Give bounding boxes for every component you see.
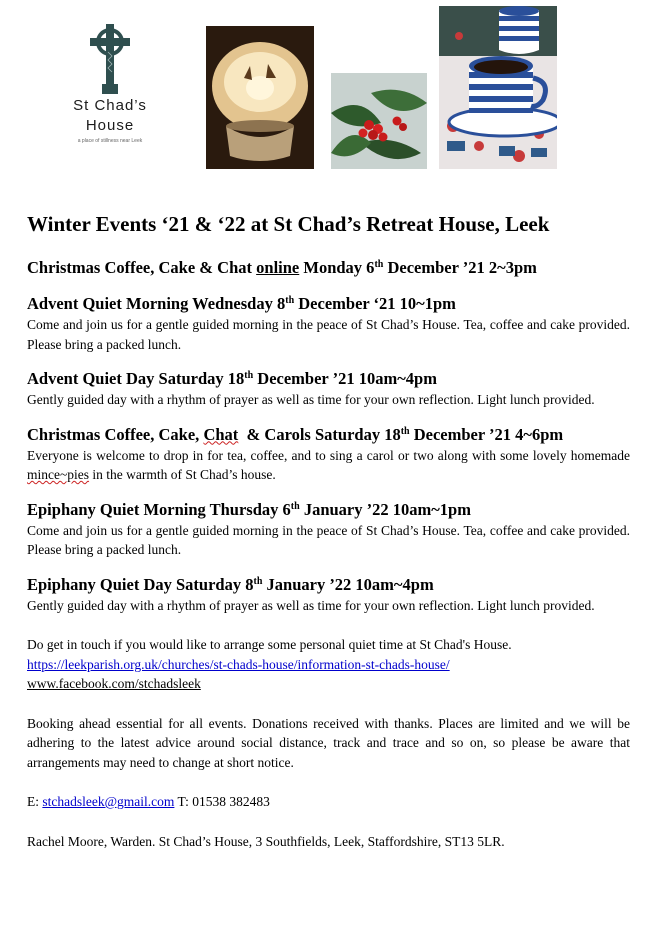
logo-tagline: a place of stillness near Leek [77,138,143,144]
event-christmas-carols [27,424,630,485]
flyer-content [27,210,630,851]
event-description: Come and join us for a gentle guided morning in the peace of St Chad’s House. Tea, coffee and cake provided. Please bring a packed lunch. [27,522,630,557]
event-advent-quiet-day [27,368,630,410]
email-link[interactable]: stchadsleek@gmail.com [42,794,175,809]
booking-text: Booking ahead essential for all events. Donations received with thanks. Places are limited and we will be adhering to the latest advice around social distance, track and trace and so on, so please be aware that arrangements may need to change at short notice. [27,715,630,770]
logo-line1: St Chad’s [73,97,147,114]
logo-line2: House [85,117,135,134]
event-christmas-coffee-online [27,257,630,279]
coffee-mug-photo [439,6,557,169]
page-title: Winter Events ‘21 & ‘22 at St Chad’s Retreat House, Leek [27,212,550,236]
event-epiphany-quiet-morning [27,499,630,560]
event-epiphany-quiet-day [27,574,630,616]
phone-text: T: 01538 382483 [174,794,270,809]
facebook-link[interactable]: www.facebook.com/stchadsleek [27,676,201,691]
event-description: Everyone is welcome to drop in for tea, coffee, and to sing a carol or two along with some lovely homemade mince~pies in the warmth of St Chad’s house. [27,447,630,482]
booking-section [27,714,630,773]
contact-intro: Do get in touch if you would like to arrange some personal quiet time at St Chad's House. [27,637,512,652]
header-images [0,0,654,180]
holly-photo [331,73,427,169]
event-heading: Christmas Coffee, Cake, Chat & Carols Saturday 18th December ’21 4~6pm [27,424,564,444]
event-advent-quiet-morning [27,293,630,354]
contact-section [27,635,630,694]
email-label: E: [27,794,43,809]
celtic-cross-icon [87,22,133,96]
event-heading: Advent Quiet Morning Wednesday 8th December ‘21 10~1pm [27,294,456,313]
address-line: Rachel Moore, Warden. St Chad’s House, 3 Southfields, Leek, Staffordshire, ST13 5LR. [27,833,505,849]
event-heading: Advent Quiet Day Saturday 18th December ’21 10am~4pm [27,369,437,388]
event-description: Come and join us for a gentle guided morning in the peace of St Chad’s House. Tea, coffee and cake provided. Please bring a packed lunch. [27,317,630,352]
event-heading: Epiphany Quiet Morning Thursday 6th January ’22 10am~1pm [27,499,471,519]
event-heading: Epiphany Quiet Day Saturday 8th January ’22 10am~4pm [27,574,434,594]
website-link[interactable]: https://leekparish.org.uk/churches/st-chads-house/information-st-chads-house/ [27,656,450,672]
st-chads-logo [55,22,165,162]
email-phone-line [27,792,630,812]
event-description: Gently guided day with a rhythm of prayer as well as time for your own reflection. Light lunch provided. [27,392,595,407]
event-heading: Christmas Coffee, Cake & Chat online Monday 6th December ’21 2~3pm [27,258,537,277]
candle-photo [206,26,314,169]
event-description: Gently guided day with a rhythm of prayer as well as time for your own reflection. Light lunch provided. [27,597,595,613]
